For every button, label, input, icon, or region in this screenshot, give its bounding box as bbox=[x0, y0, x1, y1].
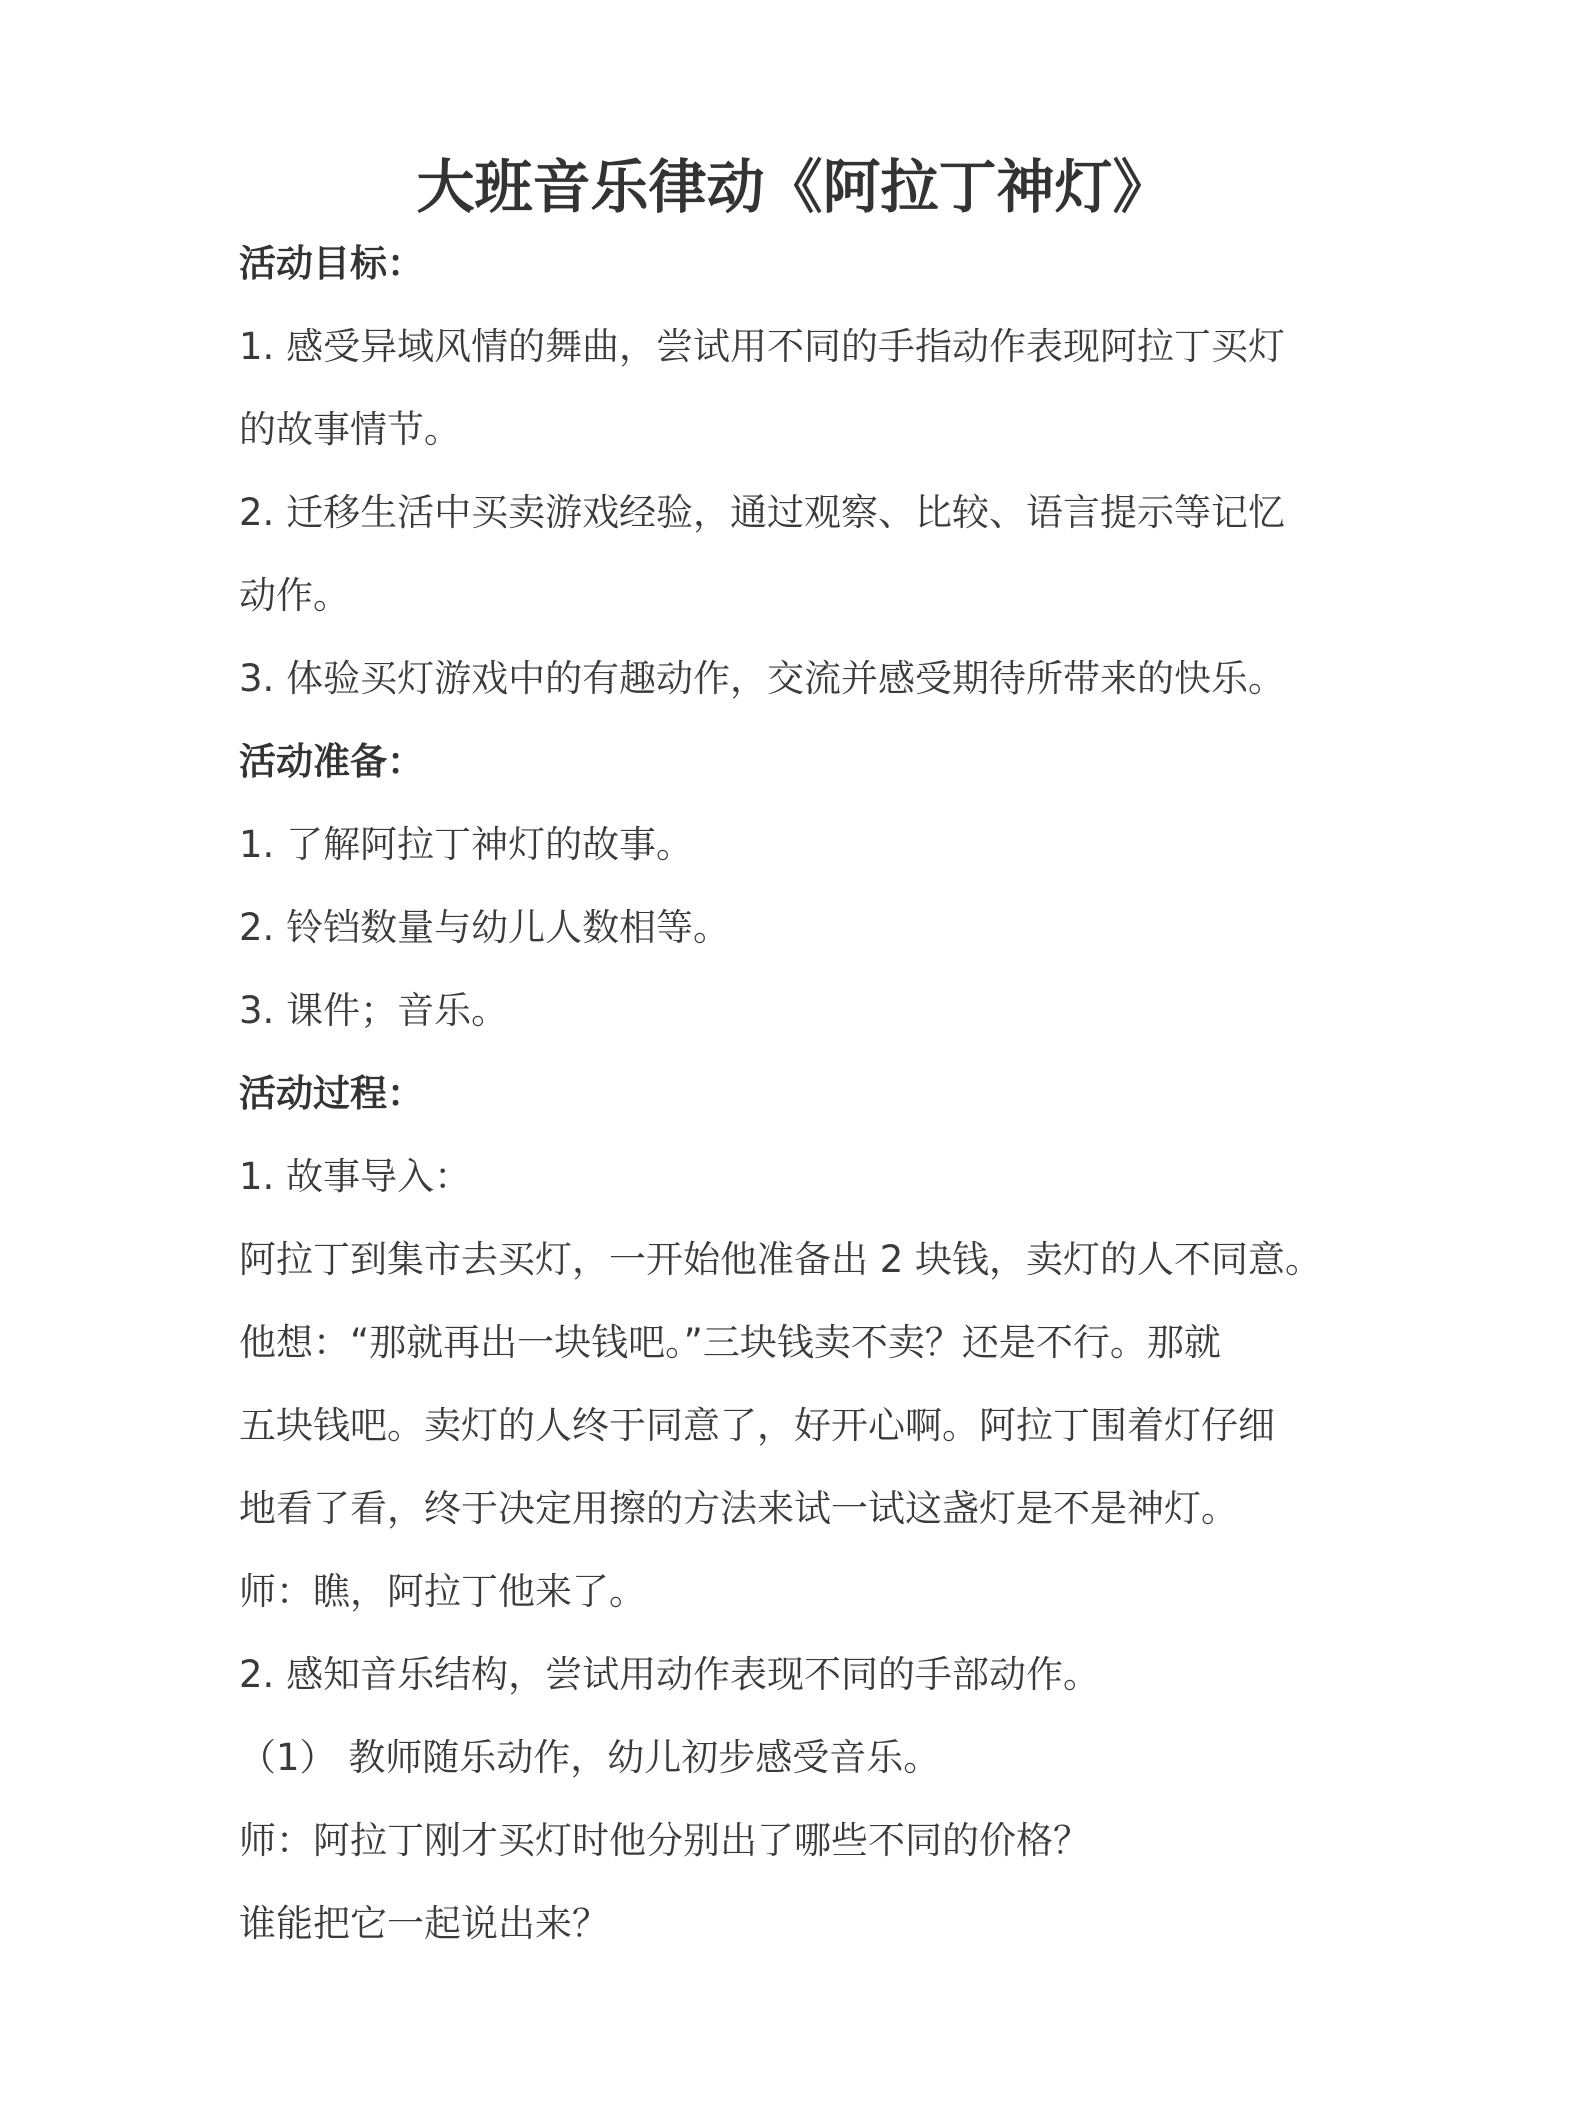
text-line: 师：阿拉丁刚才买灯时他分别出了哪些不同的价格？ bbox=[239, 1819, 1090, 1862]
text-line: 3. 课件；音乐。 bbox=[239, 989, 509, 1032]
text-line: 2. 感知音乐结构，尝试用动作表现不同的手部动作。 bbox=[239, 1653, 1101, 1696]
text-line: 1. 感受异域风情的舞曲，尝试用不同的手指动作表现阿拉丁买灯 bbox=[239, 325, 1286, 368]
document-body bbox=[239, 222, 1379, 1965]
text-line: 2. 铃铛数量与幼儿人数相等。 bbox=[239, 906, 731, 949]
text-line: 五块钱吧。卖灯的人终于同意了，好开心啊。阿拉丁围着灯仔细 bbox=[239, 1404, 1275, 1447]
text-line: 谁能把它一起说出来？ bbox=[239, 1902, 609, 1945]
text-line: （1） 教师随乐动作，幼儿初步感受音乐。 bbox=[239, 1736, 941, 1779]
text-line: 阿拉丁到集市去买灯，一开始他准备出 2 块钱，卖灯的人不同意。 bbox=[239, 1238, 1323, 1281]
text-line: 师：瞧，阿拉丁他来了。 bbox=[239, 1570, 646, 1613]
document-title: 大班音乐律动《阿拉丁神灯》 bbox=[416, 153, 1171, 221]
section-heading-goals: 活动目标： bbox=[239, 241, 424, 285]
section-heading-process: 活动过程： bbox=[239, 1071, 424, 1115]
text-line: 他想：“那就再出一块钱吧。”三块钱卖不卖？还是不行。那就 bbox=[239, 1321, 1221, 1364]
text-line: 的故事情节。 bbox=[239, 408, 461, 451]
section-heading-preparation: 活动准备： bbox=[239, 739, 424, 783]
text-line: 地看了看，终于决定用擦的方法来试一试这盏灯是不是神灯。 bbox=[239, 1487, 1238, 1530]
text-line: 动作。 bbox=[239, 574, 350, 617]
text-line: 1. 故事导入： bbox=[239, 1155, 472, 1198]
text-line: 1. 了解阿拉丁神灯的故事。 bbox=[239, 823, 694, 866]
text-line: 3. 体验买灯游戏中的有趣动作，交流并感受期待所带来的快乐。 bbox=[239, 657, 1286, 700]
text-line: 2. 迁移生活中买卖游戏经验，通过观察、比较、语言提示等记忆 bbox=[239, 491, 1286, 534]
